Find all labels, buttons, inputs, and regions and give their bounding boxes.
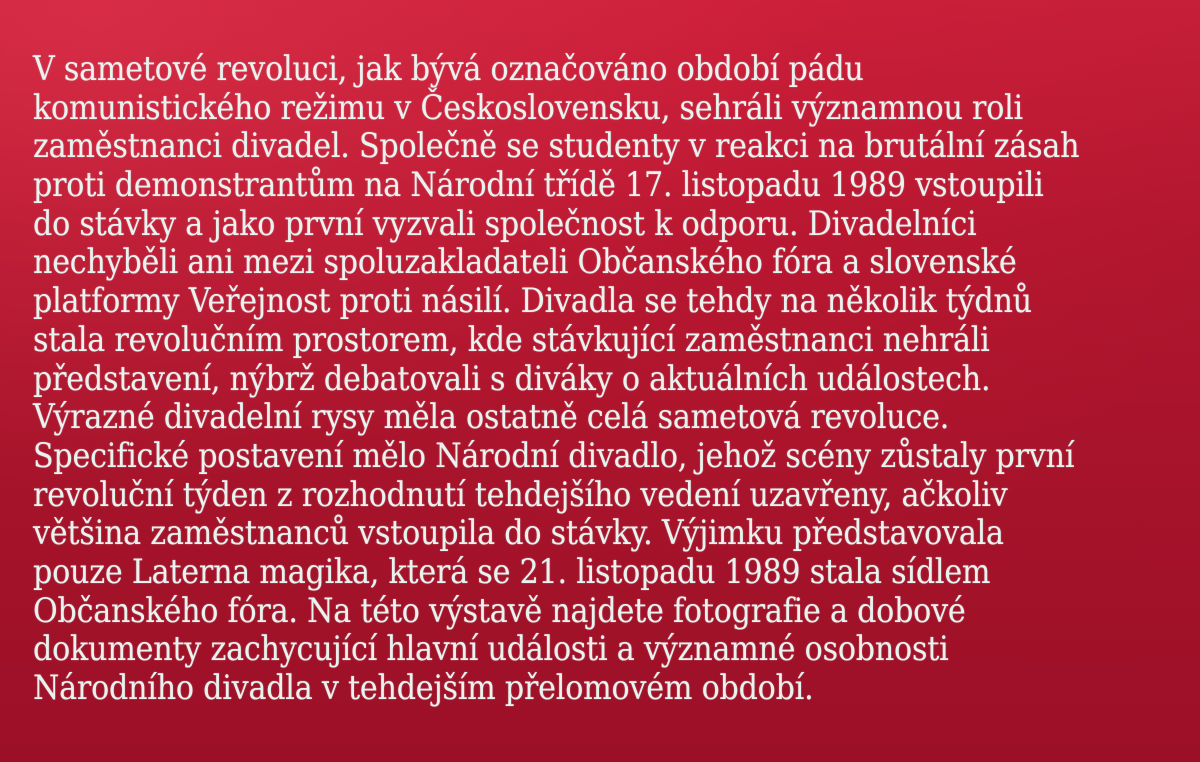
exhibition-text-paragraph	[33, 50, 1200, 708]
text-line-9: představení, nýbrž debatovali s diváky o aktuálních událostech.	[33, 358, 991, 398]
text-line-3: zaměstnanci divadel. Společně se studenty v reakci na brutální zásah	[33, 126, 1080, 166]
text-line-1: V sametové revoluci, jak bývá označováno období pádu	[33, 49, 864, 88]
text-line-6: nechyběli ani mezi spoluzakladateli Občanského fóra a slovenské	[33, 242, 1017, 282]
text-line-15: Občanského fóra. Na této výstavě najdete fotografie a dobové	[33, 590, 966, 630]
text-line-5: do stávky a jako první vyzvali společnost k odporu. Divadelníci	[33, 203, 977, 243]
text-line-4: proti demonstrantům na Národní třídě 17. listopadu 1989 vstoupili	[33, 165, 1044, 205]
text-line-7: platformy Veřejnost proti násilí. Divadla se tehdy na několik týdnů	[33, 281, 1032, 321]
text-line-12: revoluční týden z rozhodnutí tehdejšího vedení uzavřeny, ačkoliv	[33, 474, 1008, 514]
text-line-14: pouze Laterna magika, která se 21. listopadu 1989 stala sídlem	[33, 551, 991, 591]
text-line-16: dokumenty zachycující hlavní události a významné osobnosti	[33, 629, 949, 669]
text-line-2: komunistického režimu v Československu, sehráli významnou roli	[33, 87, 1023, 127]
text-line-17: Národního divadla v tehdejším přelomovém období.	[33, 668, 814, 707]
text-line-13: většina zaměstnanců vstoupila do stávky. Výjimku představovala	[33, 513, 1004, 553]
text-line-8: stala revolučním prostorem, kde stávkující zaměstnanci nehráli	[33, 319, 990, 359]
text-line-11: Specifické postavení mělo Národní divadlo, jehož scény zůstaly první	[33, 435, 1075, 475]
text-line-10: Výrazné divadelní rysy měla ostatně celá sametová revoluce.	[33, 397, 950, 437]
